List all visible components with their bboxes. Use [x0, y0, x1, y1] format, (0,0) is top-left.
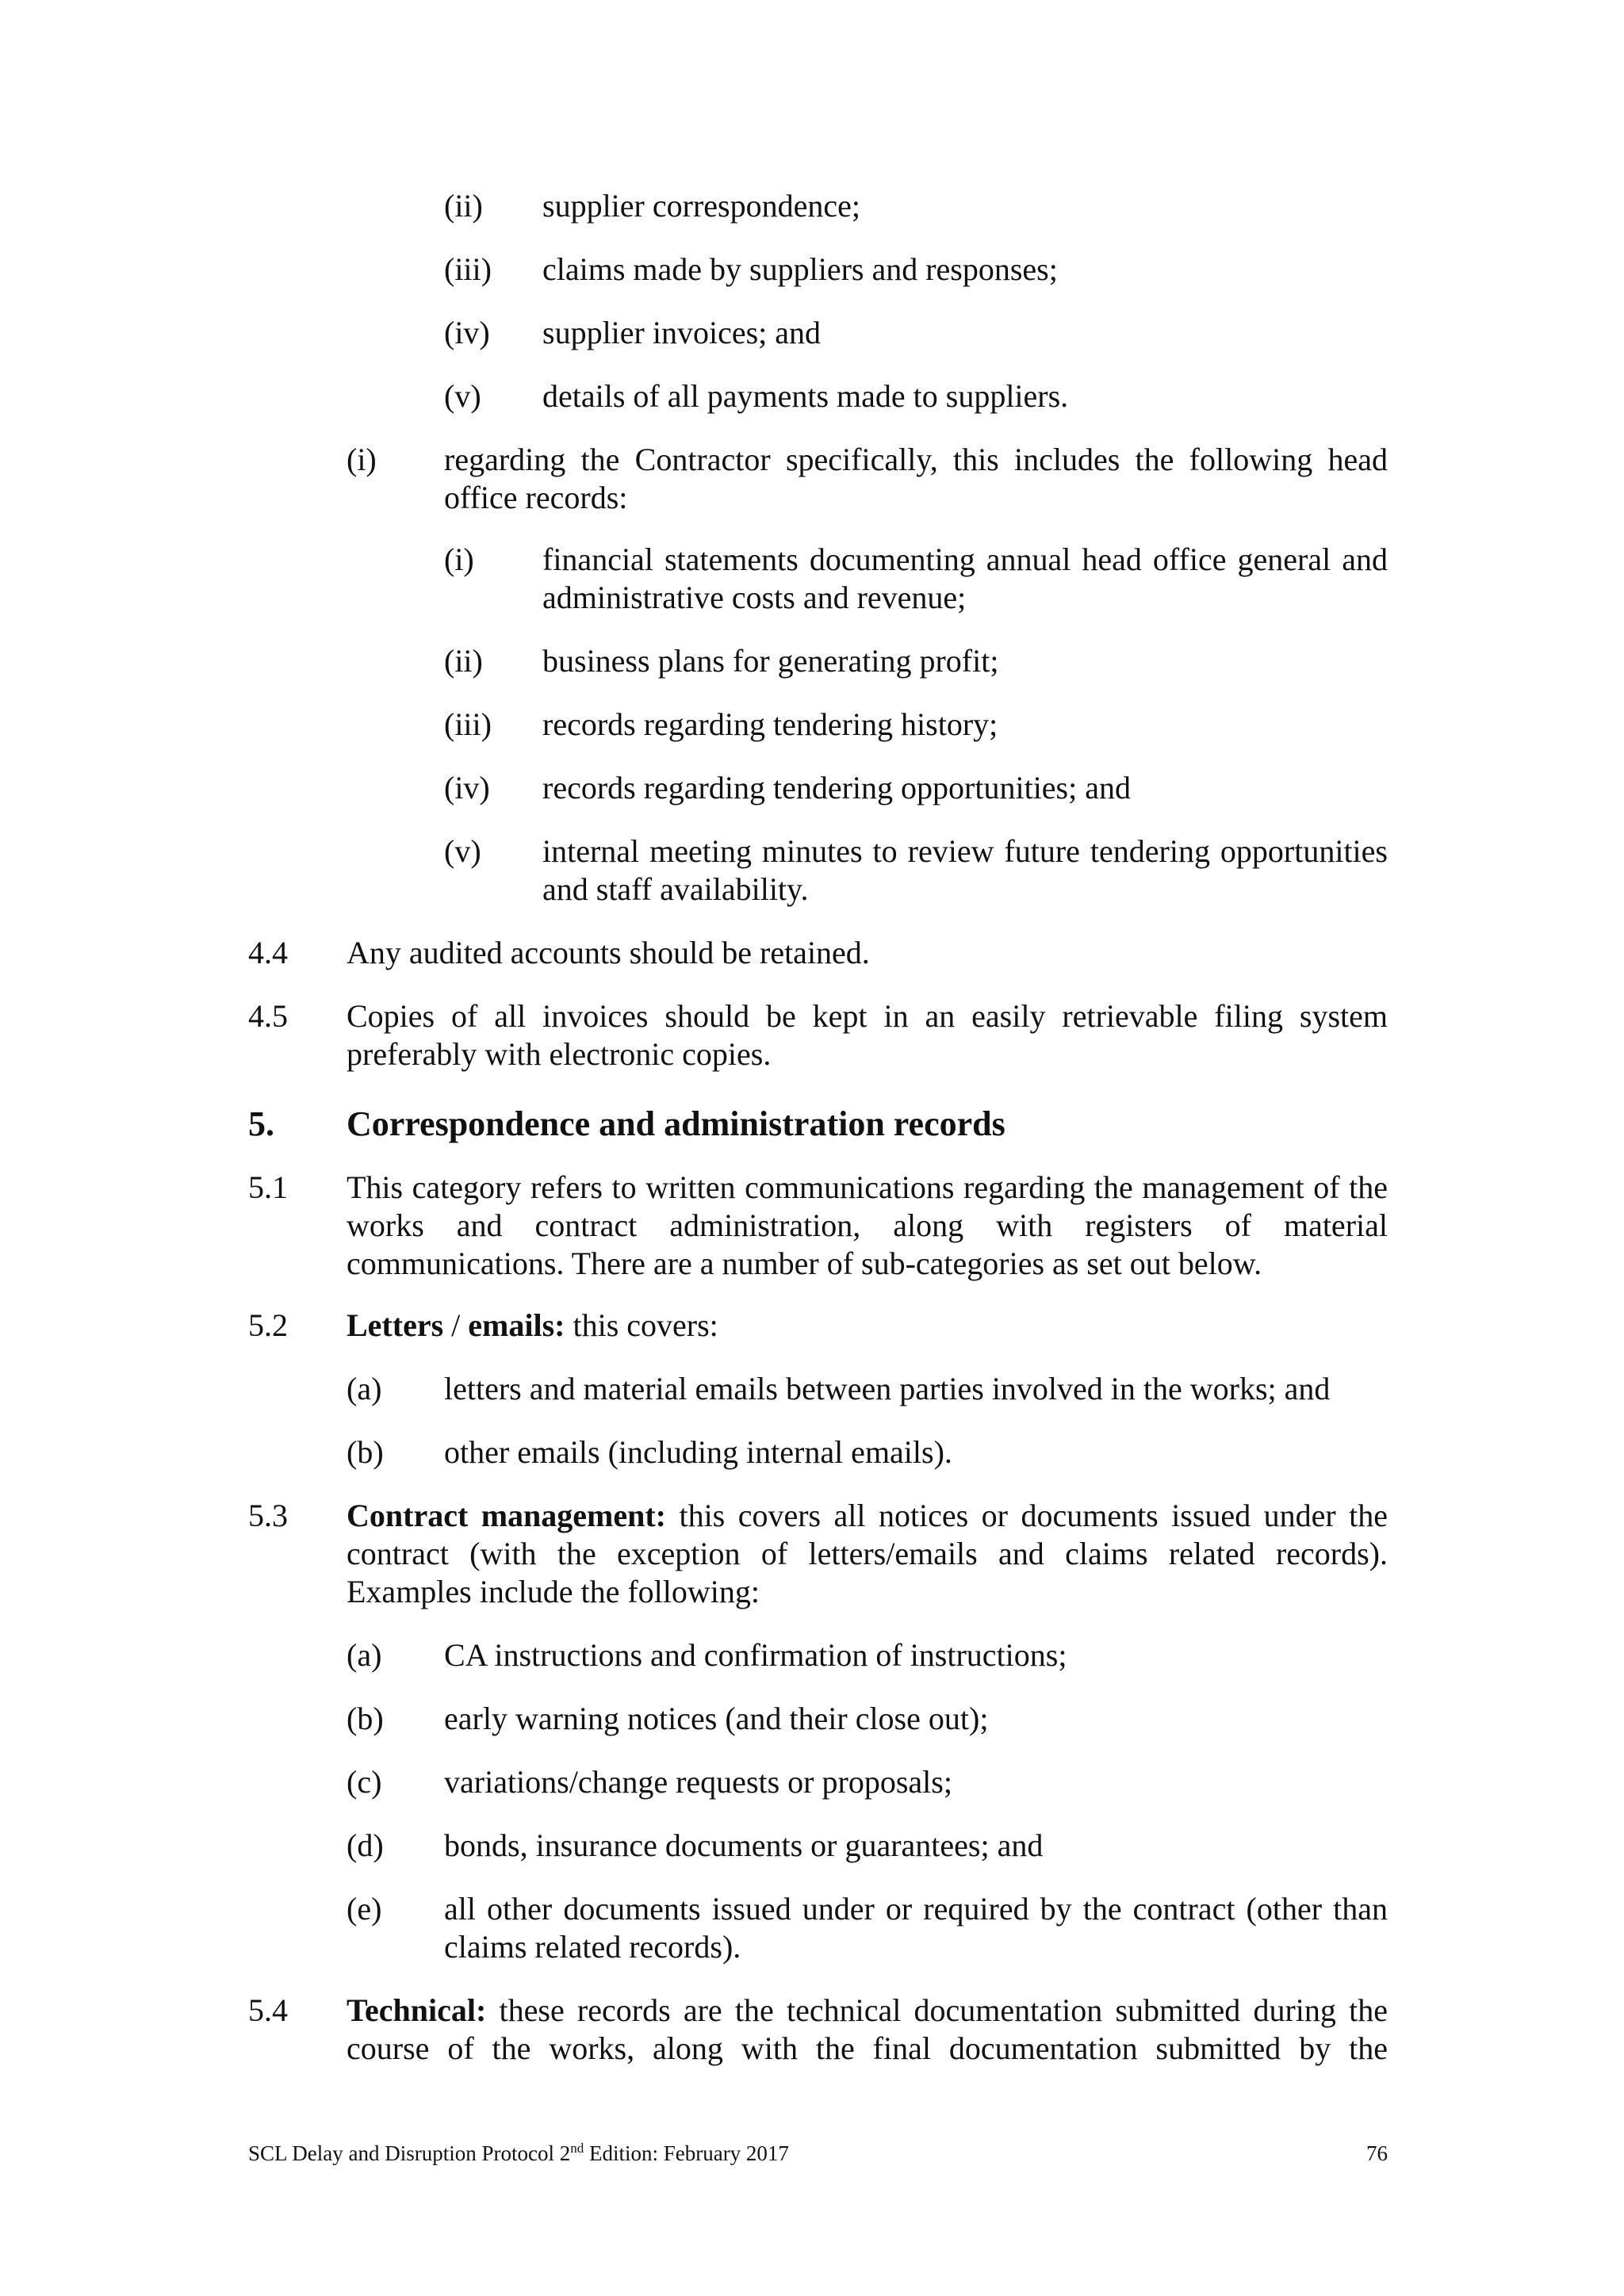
list-marker: (a): [347, 1637, 382, 1673]
list-item: [0, 377, 1624, 441]
list-marker: (iv): [444, 770, 490, 806]
list-text: internal meeting minutes to review future tendering opportunities and staff availability.: [542, 833, 1388, 907]
numbered-paragraph: [0, 1497, 1624, 1636]
term-emails: emails:: [468, 1307, 565, 1343]
list-text: details of all payments made to suppliers.: [542, 378, 1069, 414]
footer-title-suffix: Edition: February 2017: [584, 2141, 789, 2165]
list-marker: (d): [347, 1827, 384, 1863]
list-item: [0, 832, 1624, 934]
paragraph-number: 4.4: [248, 935, 288, 970]
footer-title: [248, 2141, 789, 2166]
list-marker: (a): [347, 1371, 382, 1406]
list-text: supplier invoices; and: [542, 315, 822, 350]
list-marker: (v): [444, 833, 481, 869]
paragraph-number: 4.5: [248, 998, 288, 1034]
list-marker: (c): [347, 1764, 382, 1800]
numbered-paragraph: [0, 934, 1624, 997]
paragraph-body: this covers:: [565, 1307, 718, 1343]
list-text: variations/change requests or proposals;: [444, 1764, 952, 1800]
list-item: [0, 1763, 1624, 1827]
list-item: [0, 314, 1624, 377]
list-item: [0, 1636, 1624, 1700]
footer-title-superscript: nd: [570, 2141, 584, 2156]
section-heading: [0, 1104, 1624, 1169]
term-letters: Letters: [347, 1307, 444, 1343]
paragraph-number: 5.1: [248, 1169, 288, 1205]
list-text: financial statements documenting annual head office general and administrative costs and revenue;: [542, 541, 1388, 615]
list-text: early warning notices (and their close out);: [444, 1701, 989, 1736]
paragraph-body: this covers all notices or documents issued under the contract (with the exception of letters/emails and claims related records). Examples include the following:: [347, 1498, 1388, 1609]
list-item: [0, 1370, 1624, 1433]
list-text: bonds, insurance documents or guarantees; and: [444, 1827, 1044, 1863]
list-marker: (ii): [444, 188, 483, 224]
list-text: claims made by suppliers and responses;: [542, 251, 1058, 287]
list-text: CA instructions and confirmation of instructions;: [444, 1637, 1067, 1673]
section-title: Correspondence and administration records: [347, 1104, 1005, 1143]
list-marker: (b): [347, 1434, 384, 1470]
paragraph-number: 5.4: [248, 1992, 288, 2028]
page-number: 76: [1366, 2141, 1388, 2165]
list-item: [0, 1433, 1624, 1497]
list-marker: (i): [347, 442, 377, 477]
list-item: [0, 769, 1624, 832]
list-text: business plans for generating profit;: [542, 643, 999, 679]
footer-title-text: SCL Delay and Disruption Protocol 2: [248, 2141, 571, 2165]
list-marker: (b): [347, 1701, 384, 1736]
list-item: [0, 1700, 1624, 1763]
list-marker: (iv): [444, 315, 490, 350]
list-marker: (iii): [444, 706, 492, 742]
paragraph-text: [347, 1307, 1388, 1345]
list-item: [0, 1827, 1624, 1890]
numbered-paragraph: [0, 1307, 1624, 1370]
paragraph-number: 5.3: [248, 1498, 288, 1533]
numbered-paragraph: [0, 1169, 1624, 1307]
list-item: [0, 541, 1624, 642]
list-item: [0, 441, 1624, 541]
list-text: regarding the Contractor specifically, this includes the following head office records:: [444, 442, 1388, 515]
list-marker: (v): [444, 378, 481, 414]
paragraph-number: 5.2: [248, 1307, 288, 1343]
list-text: all other documents issued under or required by the contract (other than claims related records).: [444, 1891, 1388, 1965]
list-text: other emails (including internal emails).: [444, 1434, 952, 1470]
list-marker: (ii): [444, 643, 483, 679]
list-marker: (e): [347, 1891, 382, 1927]
section-number: 5.: [248, 1104, 274, 1143]
paragraph-text: This category refers to written communications regarding the management of the works and contract administration, along with registers of material communications. There are a number of sub-categories as set out below.: [347, 1169, 1388, 1281]
page-body: [0, 187, 1624, 2068]
list-text: records regarding tendering opportunities; and: [542, 770, 1131, 806]
numbered-paragraph: [0, 997, 1624, 1104]
paragraph-text: Copies of all invoices should be kept in an easily retrievable filing system preferably with electronic copies.: [347, 998, 1388, 1072]
term-contract-management: Contract management:: [347, 1498, 667, 1533]
paragraph-text: [347, 1497, 1388, 1611]
term-separator: /: [443, 1307, 469, 1343]
list-text: supplier correspondence;: [542, 188, 860, 224]
numbered-paragraph: [0, 1992, 1624, 2068]
list-text: records regarding tendering history;: [542, 706, 998, 742]
list-marker: (iii): [444, 251, 492, 287]
paragraph-text: Any audited accounts should be retained.: [347, 935, 870, 970]
list-item: [0, 251, 1624, 314]
list-item: [0, 642, 1624, 706]
paragraph-body: these records are the technical documentation submitted during the course of the works, along with the final documentation submitted by the: [347, 1992, 1388, 2066]
term-technical: Technical:: [347, 1992, 487, 2028]
paragraph-text: [347, 1992, 1388, 2068]
list-marker: (i): [444, 541, 474, 577]
list-item: [0, 187, 1624, 251]
list-text: letters and material emails between parties involved in the works; and: [444, 1371, 1331, 1406]
list-item: [0, 1890, 1624, 1992]
list-item: [0, 706, 1624, 769]
